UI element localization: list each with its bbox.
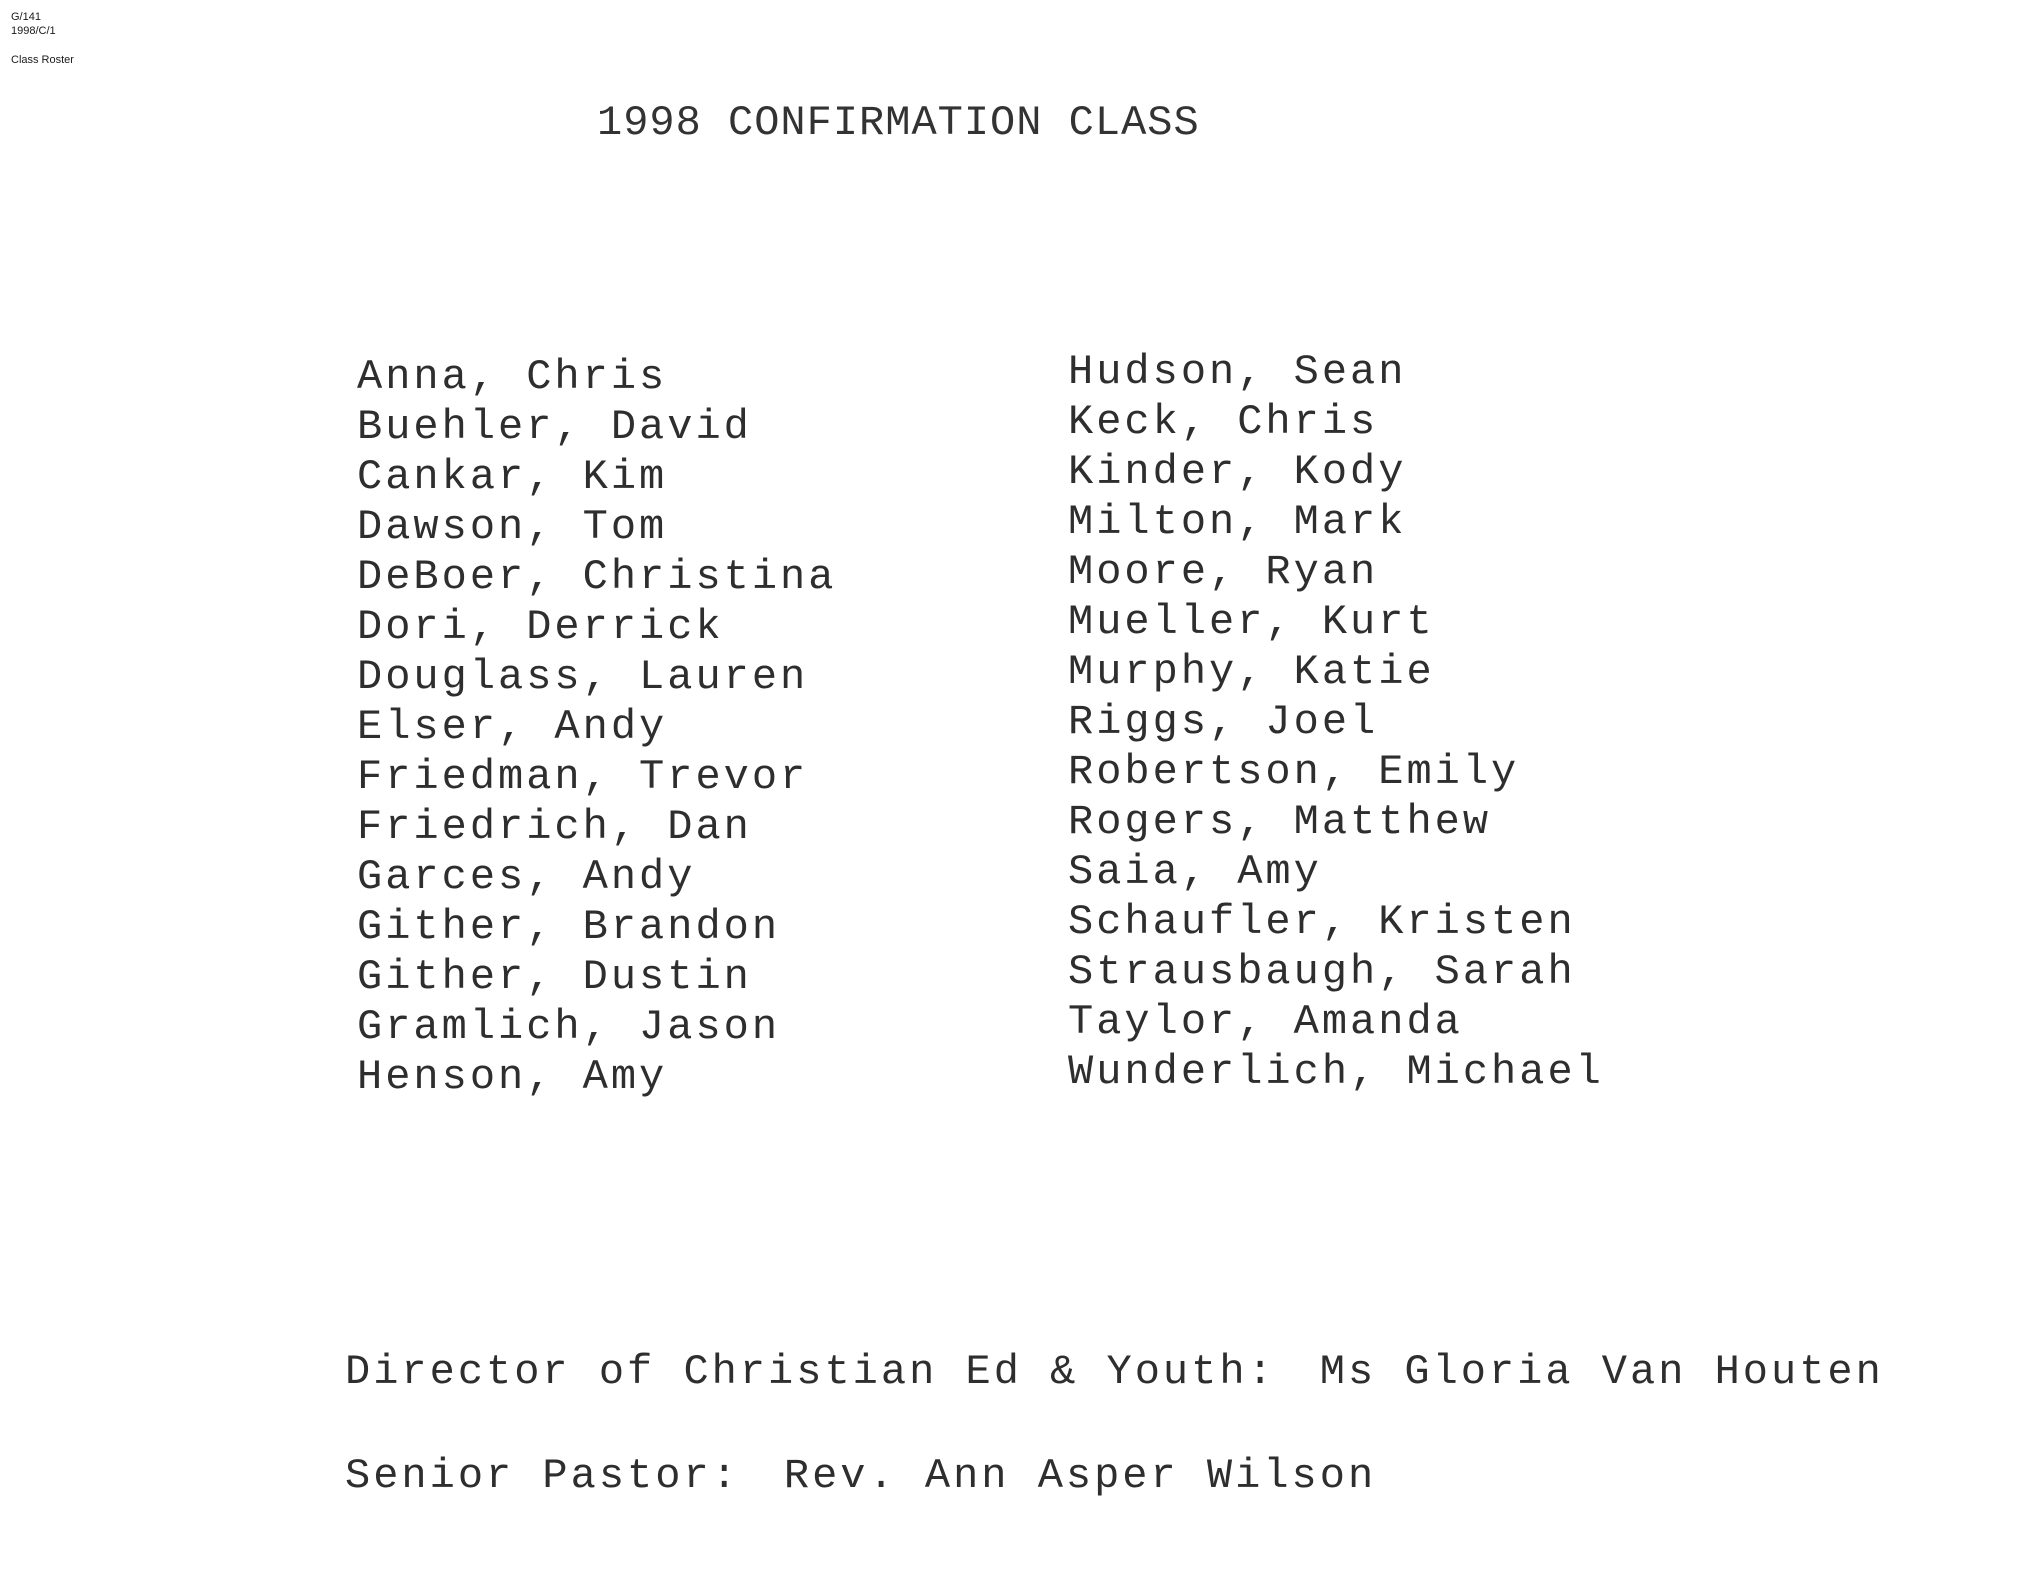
list-item: Hudson, Sean bbox=[1068, 348, 1407, 396]
list-item: Friedrich, Dan bbox=[357, 803, 752, 851]
director-name: Ms Gloria Van Houten bbox=[1319, 1348, 1884, 1396]
list-item: Moore, Ryan bbox=[1068, 548, 1379, 596]
list-item: Cankar, Kim bbox=[357, 453, 668, 501]
list-item: Gramlich, Jason bbox=[357, 1003, 781, 1051]
director-label: Director of Christian Ed & Youth: bbox=[345, 1348, 1276, 1396]
list-item: Elser, Andy bbox=[357, 703, 668, 751]
list-item: Gither, Brandon bbox=[357, 903, 781, 951]
roster-right-column bbox=[1068, 347, 1604, 1097]
list-item: Strausbaugh, Sarah bbox=[1068, 948, 1576, 996]
pastor-label: Senior Pastor: bbox=[345, 1452, 740, 1500]
list-item: Taylor, Amanda bbox=[1068, 998, 1463, 1046]
director-line bbox=[345, 1347, 1884, 1397]
archive-code: G/141 bbox=[11, 11, 41, 23]
archive-reference: 1998/C/1 bbox=[11, 25, 56, 37]
list-item: Rogers, Matthew bbox=[1068, 798, 1492, 846]
list-item: Riggs, Joel bbox=[1068, 698, 1379, 746]
roster-left-column bbox=[357, 352, 836, 1102]
pastor-line bbox=[345, 1451, 1376, 1501]
list-item: Gither, Dustin bbox=[357, 953, 752, 1001]
page-title: 1998 CONFIRMATION CLASS bbox=[597, 99, 1200, 147]
list-item: Dawson, Tom bbox=[357, 503, 668, 551]
list-item: Friedman, Trevor bbox=[357, 753, 809, 801]
list-item: Douglass, Lauren bbox=[357, 653, 809, 701]
list-item: Mueller, Kurt bbox=[1068, 598, 1435, 646]
list-item: Keck, Chris bbox=[1068, 398, 1379, 446]
list-item: Dori, Derrick bbox=[357, 603, 724, 651]
list-item: Milton, Mark bbox=[1068, 498, 1407, 546]
list-item: Buehler, David bbox=[357, 403, 752, 451]
list-item: DeBoer, Christina bbox=[357, 553, 837, 601]
list-item: Kinder, Kody bbox=[1068, 448, 1407, 496]
list-item: Robertson, Emily bbox=[1068, 748, 1520, 796]
list-item: Schaufler, Kristen bbox=[1068, 898, 1576, 946]
document-label: Class Roster bbox=[11, 54, 74, 66]
pastor-name: Rev. Ann Asper Wilson bbox=[783, 1452, 1377, 1500]
list-item: Henson, Amy bbox=[357, 1053, 668, 1101]
list-item: Saia, Amy bbox=[1068, 848, 1322, 896]
list-item: Wunderlich, Michael bbox=[1068, 1048, 1604, 1096]
list-item: Anna, Chris bbox=[357, 353, 668, 401]
list-item: Murphy, Katie bbox=[1068, 648, 1435, 696]
list-item: Garces, Andy bbox=[357, 853, 696, 901]
